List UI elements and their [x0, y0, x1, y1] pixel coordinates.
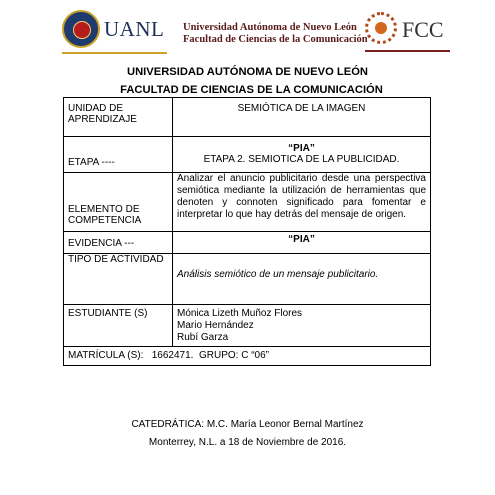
- uanl-logo-text: UANL: [104, 17, 165, 41]
- title-faculty: FACULTAD DE CIENCIAS DE LA COMUNICACIÓN: [120, 84, 383, 96]
- etapa-value-cell: [173, 137, 431, 173]
- table-row-evidencia: [64, 232, 431, 254]
- matricula-text: MATRÍCULA (S): 1662471. GRUPO: C “06”: [68, 350, 269, 361]
- table-row-matricula: [64, 347, 431, 366]
- fcc-logo-text: FCC: [402, 17, 444, 42]
- unidad-value-cell: [173, 98, 431, 137]
- faculty-name: Facultad de Ciencias de la Comunicación: [183, 34, 368, 45]
- tipo-label-cell: [64, 254, 173, 305]
- unidad-label-cell: [64, 98, 173, 137]
- university-name: Universidad Autónoma de Nuevo León: [183, 22, 357, 33]
- estudiante-value-cell: [173, 305, 431, 347]
- elemento-label: ELEMENTO DE COMPETENCIA: [68, 204, 142, 226]
- place-date-line: Monterrey, N.L. a 18 de Noviembre de 2016.: [148, 437, 347, 448]
- header: [60, 8, 450, 58]
- etapa-label-cell: [64, 137, 173, 173]
- elemento-value-cell: [173, 173, 431, 232]
- uanl-underline: [62, 52, 167, 54]
- unidad-value: SEMIÓTICA DE LA IMAGEN: [237, 103, 366, 114]
- etapa-pia: “PIA”: [288, 143, 315, 154]
- evidencia-value-cell: [173, 232, 431, 254]
- elemento-label-cell: [64, 173, 173, 232]
- evidencia-label: EVIDENCIA ---: [68, 238, 135, 249]
- elemento-value: Analizar el anuncio publicitario desde una perspectiva semiótica mediante la utilización de herramientas que denoten y connoten significado para fomentar e interpretar lo que hay detrás del mensaje de origen.: [177, 173, 426, 220]
- matricula-cell: [64, 347, 431, 366]
- table-row-etapa: [64, 137, 431, 173]
- info-table: [63, 97, 431, 366]
- student-name: Mario Hernández: [177, 320, 254, 331]
- table-row-elemento: [64, 173, 431, 232]
- unidad-label: UNIDAD DE APRENDIZAJE: [68, 103, 137, 125]
- etapa-label: ETAPA ----: [68, 157, 115, 168]
- estudiante-label-cell: [64, 305, 173, 347]
- tipo-label: TIPO DE ACTIVIDAD: [68, 254, 164, 265]
- estudiante-label: ESTUDIANTE (S): [68, 308, 148, 319]
- fcc-underline: [365, 50, 450, 52]
- table-row-tipo: [64, 254, 431, 305]
- student-name: Mónica Lizeth Muñoz Flores: [177, 308, 303, 319]
- table-row-estudiante: [64, 305, 431, 347]
- evidencia-value: “PIA”: [288, 234, 315, 245]
- tipo-value: Análisis semiótico de un mensaje publicitario.: [177, 269, 379, 280]
- tipo-value-cell: [173, 254, 431, 305]
- title-university: UNIVERSIDAD AUTÓNOMA DE NUEVO LEÓN: [127, 66, 368, 78]
- evidencia-label-cell: [64, 232, 173, 254]
- uanl-seal-icon: [62, 10, 100, 48]
- table-row-unidad: [64, 98, 431, 137]
- fcc-seal-icon: [365, 12, 397, 44]
- student-name: Rubí Garza: [177, 332, 229, 343]
- etapa-value: ETAPA 2. SEMIOTICA DE LA PUBLICIDAD.: [203, 154, 400, 165]
- catedratica-line: CATEDRÁTICA: M.C. María Leonor Bernal Martínez: [131, 419, 364, 430]
